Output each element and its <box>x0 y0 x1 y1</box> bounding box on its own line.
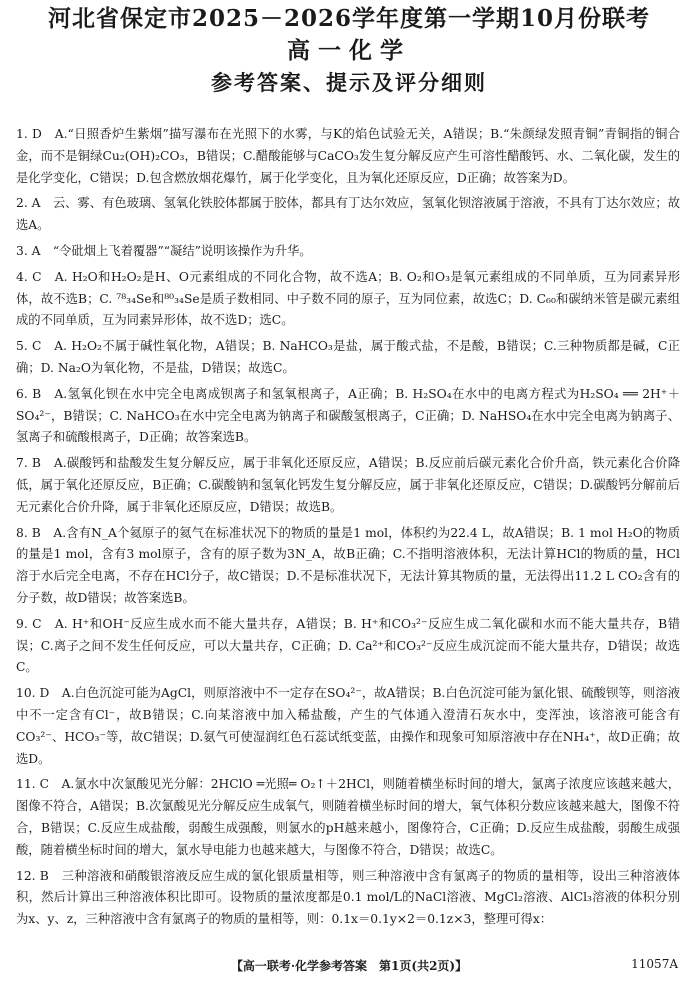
footer-label: 【高一联考·化学参考答案 第1页(共2页)】 <box>230 959 468 973</box>
document-header <box>0 0 698 98</box>
answer-item: 3. A “令砒烟上飞着覆器”“凝结”说明该操作为升华。 <box>16 243 312 258</box>
answer-item: 10. D A.白色沉淀可能为AgCl，则原溶液中不一定存在SO₄²⁻，故A错误；B.白色沉淀可能为氯化银、硫酸钡等，则溶液中不一定含有Cl⁻，故B错误；C.向某溶液中加入稀盐酸，产生的气体通入澄清石灰水中，变浑浊，该溶液可能含有CO₃²⁻、HCO₃⁻等，故C错误；D.氨气可使湿润红色石蕊试纸变蓝，由操作和现象可知原溶液中存在NH₄⁺，故D正确；故选D。 <box>16 686 680 766</box>
answer-item: 9. C A. H⁺和OH⁻反应生成水而不能大量共存，A错误；B. H⁺和CO₃²⁻反应生成二氧化碳和水而不能大量共存，B错误；C.离子之间不发生任何反应，可以大量共存，C正确；D. Ca²⁺和CO₃²⁻反应生成沉淀而不能大量共存，D错误；故选C。 <box>16 616 680 675</box>
subject-title: 高一化学 <box>287 37 411 64</box>
answer-item: 12. B 三种溶液和硝酸银溶液反应生成的氯化银质量相等，则三种溶液中含有氯离子的物质的量相等，设出三种溶液体积，然后计算出三种溶液体积比即可。设物质的量浓度都是0.1 mol/L的NaCl溶液、MgCl₂溶液、AlCl₃溶液的体积分别为x、y、z，三种溶液中含有氯离子的物质的量相等，则：0.1x＝0.1y×2＝0.1z×3，整理可得x： <box>16 868 680 927</box>
answer-list <box>16 124 680 935</box>
document-code: 11057A <box>631 957 678 971</box>
answer-item: 5. C A. H₂O₂不属于碱性氧化物，A错误；B. NaHCO₃是盐，属于酸式盐，不是酸，B错误；C.三种物质都是碱，C正确；D. Na₂O为氧化物，不是盐，D错误；故选C。 <box>16 339 680 375</box>
exam-title: 河北省保定市2025－2026学年度第一学期10月份联考 <box>47 5 651 32</box>
section-title: 参考答案、提示及评分细则 <box>211 70 487 95</box>
answer-item: 8. B A.含有N_A个氦原子的氦气在标准状况下的物质的量是1 mol，体积约为22.4 L，故A错误；B. 1 mol H₂O的物质的量是1 mol，含有3 mol原子，含有的原子数为3N_A，故B正确；C.不指明溶液体积，无法计算HCl的物质的量，HCl溶于水后完全电离，不存在HCl分子，故C错误；D.不是标准状况下，无法计算其物质的量，无法得出11.2 L CO₂含有的分子数，故D错误；故答案选B。 <box>16 525 680 605</box>
answer-item: 1. D A.“日照香炉生紫烟”描写瀑布在光照下的水雾，与K的焰色试验无关，A错误；B.“朱颜绿发照青铜”青铜指的铜合金，而不是铜绿Cu₂(OH)₂CO₃，B错误；C.醋酸能够与CaCO₃发生复分解反应产生可溶性醋酸钙、水、二氧化碳，发生的是化学变化，C错误；D.包含燃放烟花爆竹，属于化学变化，且为氧化还原反应，D正确；故答案为D。 <box>16 127 680 185</box>
page-footer <box>0 957 698 975</box>
answer-item: 4. C A. H₂O和H₂O₂是H、O元素组成的不同化合物，故不选A；B. O₂和O₃是氧元素组成的不同单质，互为同素异形体，故不选B；C. ⁷⁸₃₄Se和⁸⁰₃₄Se是质子数相同、中子数不同的原子，互为同位素，故选C；D. C₆₀和碳纳米管是碳元素组成的不同单质，互为同素异形体，故不选D；选C。 <box>16 269 680 328</box>
answer-item: 2. A 云、雾、有色玻璃、氢氧化铁胶体都属于胶体，都具有丁达尔效应，氢氧化钡溶液属于溶液，不具有丁达尔效应；故选A。 <box>16 196 680 233</box>
answer-item: 7. B A.碳酸钙和盐酸发生复分解反应，属于非氧化还原反应，A错误；B.反应前后碳元素化合价升高，铁元素化合价降低，属于氧化还原反应，B正确；C.碳酸钠和氢氧化钙发生复分解反应，属于非氧化还原反应，C错误；D.碳酸钙分解前后无元素化合价升降，属于非氧化还原反应，D错误；故选B。 <box>16 456 680 514</box>
answer-item: 11. C A.氯水中次氯酸见光分解：2HClO ═光照═ O₂↑＋2HCl，则随着横坐标时间的增大，氯离子浓度应该越来越大，图像不符合，A错误；B.次氯酸见光分解反应生成氧气，则随着横坐标时间的增大，氧气体积分数应该越来越大，图像不符合，B错误；C.反应生成盐酸，弱酸生成强酸，则氯水的pH越来越小，图像符合，C正确；D.反应生成盐酸，弱酸生成强酸，随着横坐标时间的增大，氯水导电能力也越来越大，与图像不符合，D错误；故选C。 <box>16 777 681 857</box>
answer-item: 6. B A.氢氧化钡在水中完全电离成钡离子和氢氧根离子，A正确；B. H₂SO₄在水中的电离方程式为H₂SO₄ ══ 2H⁺＋SO₄²⁻，B错误；C. NaHCO₃在水中完全电离为钠离子和碳酸氢根离子，C正确；D. NaHSO₄在水中完全电离为钠离子、氢离子和硫酸根离子，D正确；故答案选B。 <box>16 386 680 445</box>
